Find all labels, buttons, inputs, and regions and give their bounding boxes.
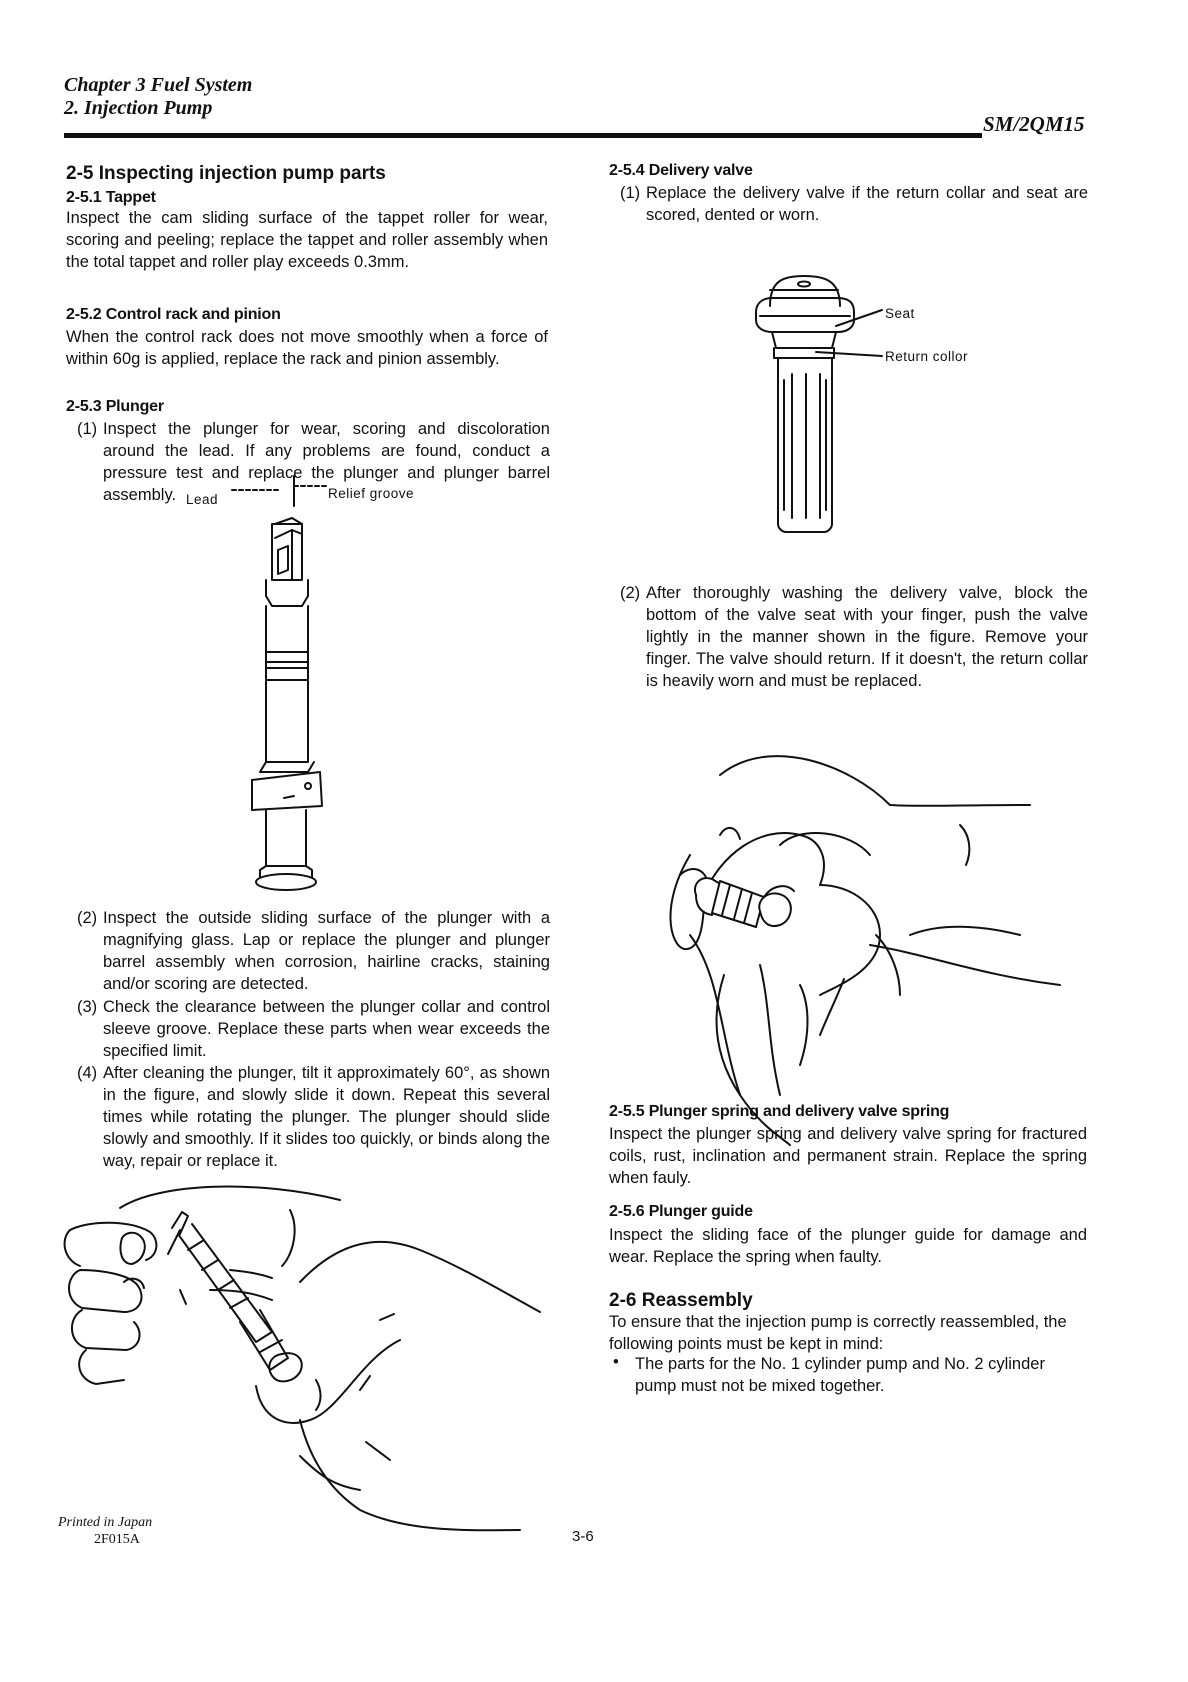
plunger-item-4 — [77, 1062, 550, 1172]
item-number: (2) — [620, 584, 641, 602]
section-2-5-3-title: 2-5.3 Plunger — [66, 398, 164, 415]
valve-in-hand — [695, 878, 794, 927]
model-code: SM/2QM15 — [983, 112, 1085, 136]
item-text: After cleaning the plunger, tilt it approximately 60°, as shown in the figure, and slowly slide it down. Repeat this several times while rotating the plunger. The plunger should slide slowly and smoothly. If it slides too quickly, or binds along the way, repair or replace it. — [103, 1064, 550, 1170]
plunger-item-1 — [77, 418, 550, 506]
item-text: Inspect the outside sliding surface of the plunger with a magnifying glass. Lap or replace the plunger and plunger barrel assembly when corrosion, hairline cracks, staining and/or scoring are detected. — [103, 909, 550, 993]
plunger-item-2 — [77, 907, 550, 995]
delivery-valve-test-illustration — [660, 735, 1080, 1145]
plunger-in-hand — [172, 1212, 302, 1381]
bullet-icon: • — [613, 1353, 619, 1371]
section-title: 2. Injection Pump — [64, 97, 213, 119]
delivery-valve-figure — [750, 270, 950, 540]
label-return-collar: Return collor — [885, 349, 969, 364]
section-2-5-title: 2-5 Inspecting injection pump parts — [66, 163, 386, 184]
section-2-6-body: To ensure that the injection pump is correctly reassembled, the following points must be kept in mind: — [609, 1313, 1067, 1353]
item-number: (1) — [620, 184, 641, 202]
item-text: Inspect the plunger for wear, scoring and discoloration around the lead. If any problems are found, conduct a pressure test and replace the plunger and plunger barrel assembly. — [103, 420, 550, 504]
page-number: 3-6 — [572, 1528, 594, 1545]
item-text: Check the clearance between the plunger collar and control sleeve groove. Replace these parts when wear exceeds the specified limit. — [103, 998, 550, 1060]
item-number: (3) — [77, 998, 98, 1016]
item-text: Replace the delivery valve if the return collar and seat are scored, dented or worn. — [646, 184, 1088, 224]
hand-drawing-left — [65, 1187, 340, 1384]
section-2-6-title: 2-6 Reassembly — [609, 1290, 753, 1311]
section-2-5-4-title: 2-5.4 Delivery valve — [609, 162, 753, 179]
chapter-title: Chapter 3 Fuel System — [64, 74, 253, 96]
section-2-5-5-body: Inspect the plunger spring and delivery valve spring for fractured coils, rust, inclination and permanent strain. Replace the spring when fauly. — [609, 1125, 1087, 1187]
section-2-6-bullet: The parts for the No. 1 cylinder pump and No. 2 cylinder pump must not be mixed together. — [635, 1355, 1045, 1395]
item-text: After thoroughly washing the delivery valve, block the bottom of the valve seat with your finger, push the valve lightly in the manner shown in the figure. Remove your finger. The valve should return. If it doesn't, the return collar is heavily worn and must be replaced. — [646, 584, 1088, 690]
label-lead: Lead — [186, 492, 219, 507]
section-2-5-1-body: Inspect the cam sliding surface of the tappet roller for wear, scoring and peeling; replace the tappet and roller assembly when the total tappet and roller play exceeds 0.3mm. — [66, 209, 548, 271]
plunger-drawing — [232, 476, 326, 890]
header-rule — [64, 133, 982, 138]
label-relief-groove: Relief groove — [328, 486, 415, 501]
section-2-5-5-title: 2-5.5 Plunger spring and delivery valve spring — [609, 1103, 950, 1120]
delivery-valve-drawing — [756, 276, 882, 532]
section-2-5-1-title: 2-5.1 Tappet — [66, 189, 156, 206]
document-code: 2F015A — [94, 1532, 140, 1547]
plunger-figure — [180, 510, 460, 960]
plunger-slide-illustration — [60, 1190, 560, 1570]
label-seat: Seat — [885, 306, 915, 321]
hand-drawing-right — [256, 1242, 540, 1530]
printed-in-japan: Printed in Japan — [58, 1515, 153, 1530]
hand-drawing-valve-test — [670, 756, 1060, 1145]
section-2-5-2-body: When the control rack does not move smoothly when a force of within 60g is applied, replace the rack and pinion assembly. — [66, 328, 548, 368]
delivery-item-1 — [620, 182, 1088, 226]
plunger-item-3 — [77, 996, 550, 1062]
delivery-item-2 — [620, 582, 1088, 692]
section-2-5-2-title: 2-5.2 Control rack and pinion — [66, 306, 281, 323]
item-number: (4) — [77, 1064, 98, 1082]
section-2-5-6-title: 2-5.6 Plunger guide — [609, 1203, 753, 1220]
section-2-5-6-body: Inspect the sliding face of the plunger guide for damage and wear. Replace the spring when faulty. — [609, 1226, 1087, 1266]
item-number: (2) — [77, 909, 98, 927]
item-number: (1) — [77, 420, 98, 438]
